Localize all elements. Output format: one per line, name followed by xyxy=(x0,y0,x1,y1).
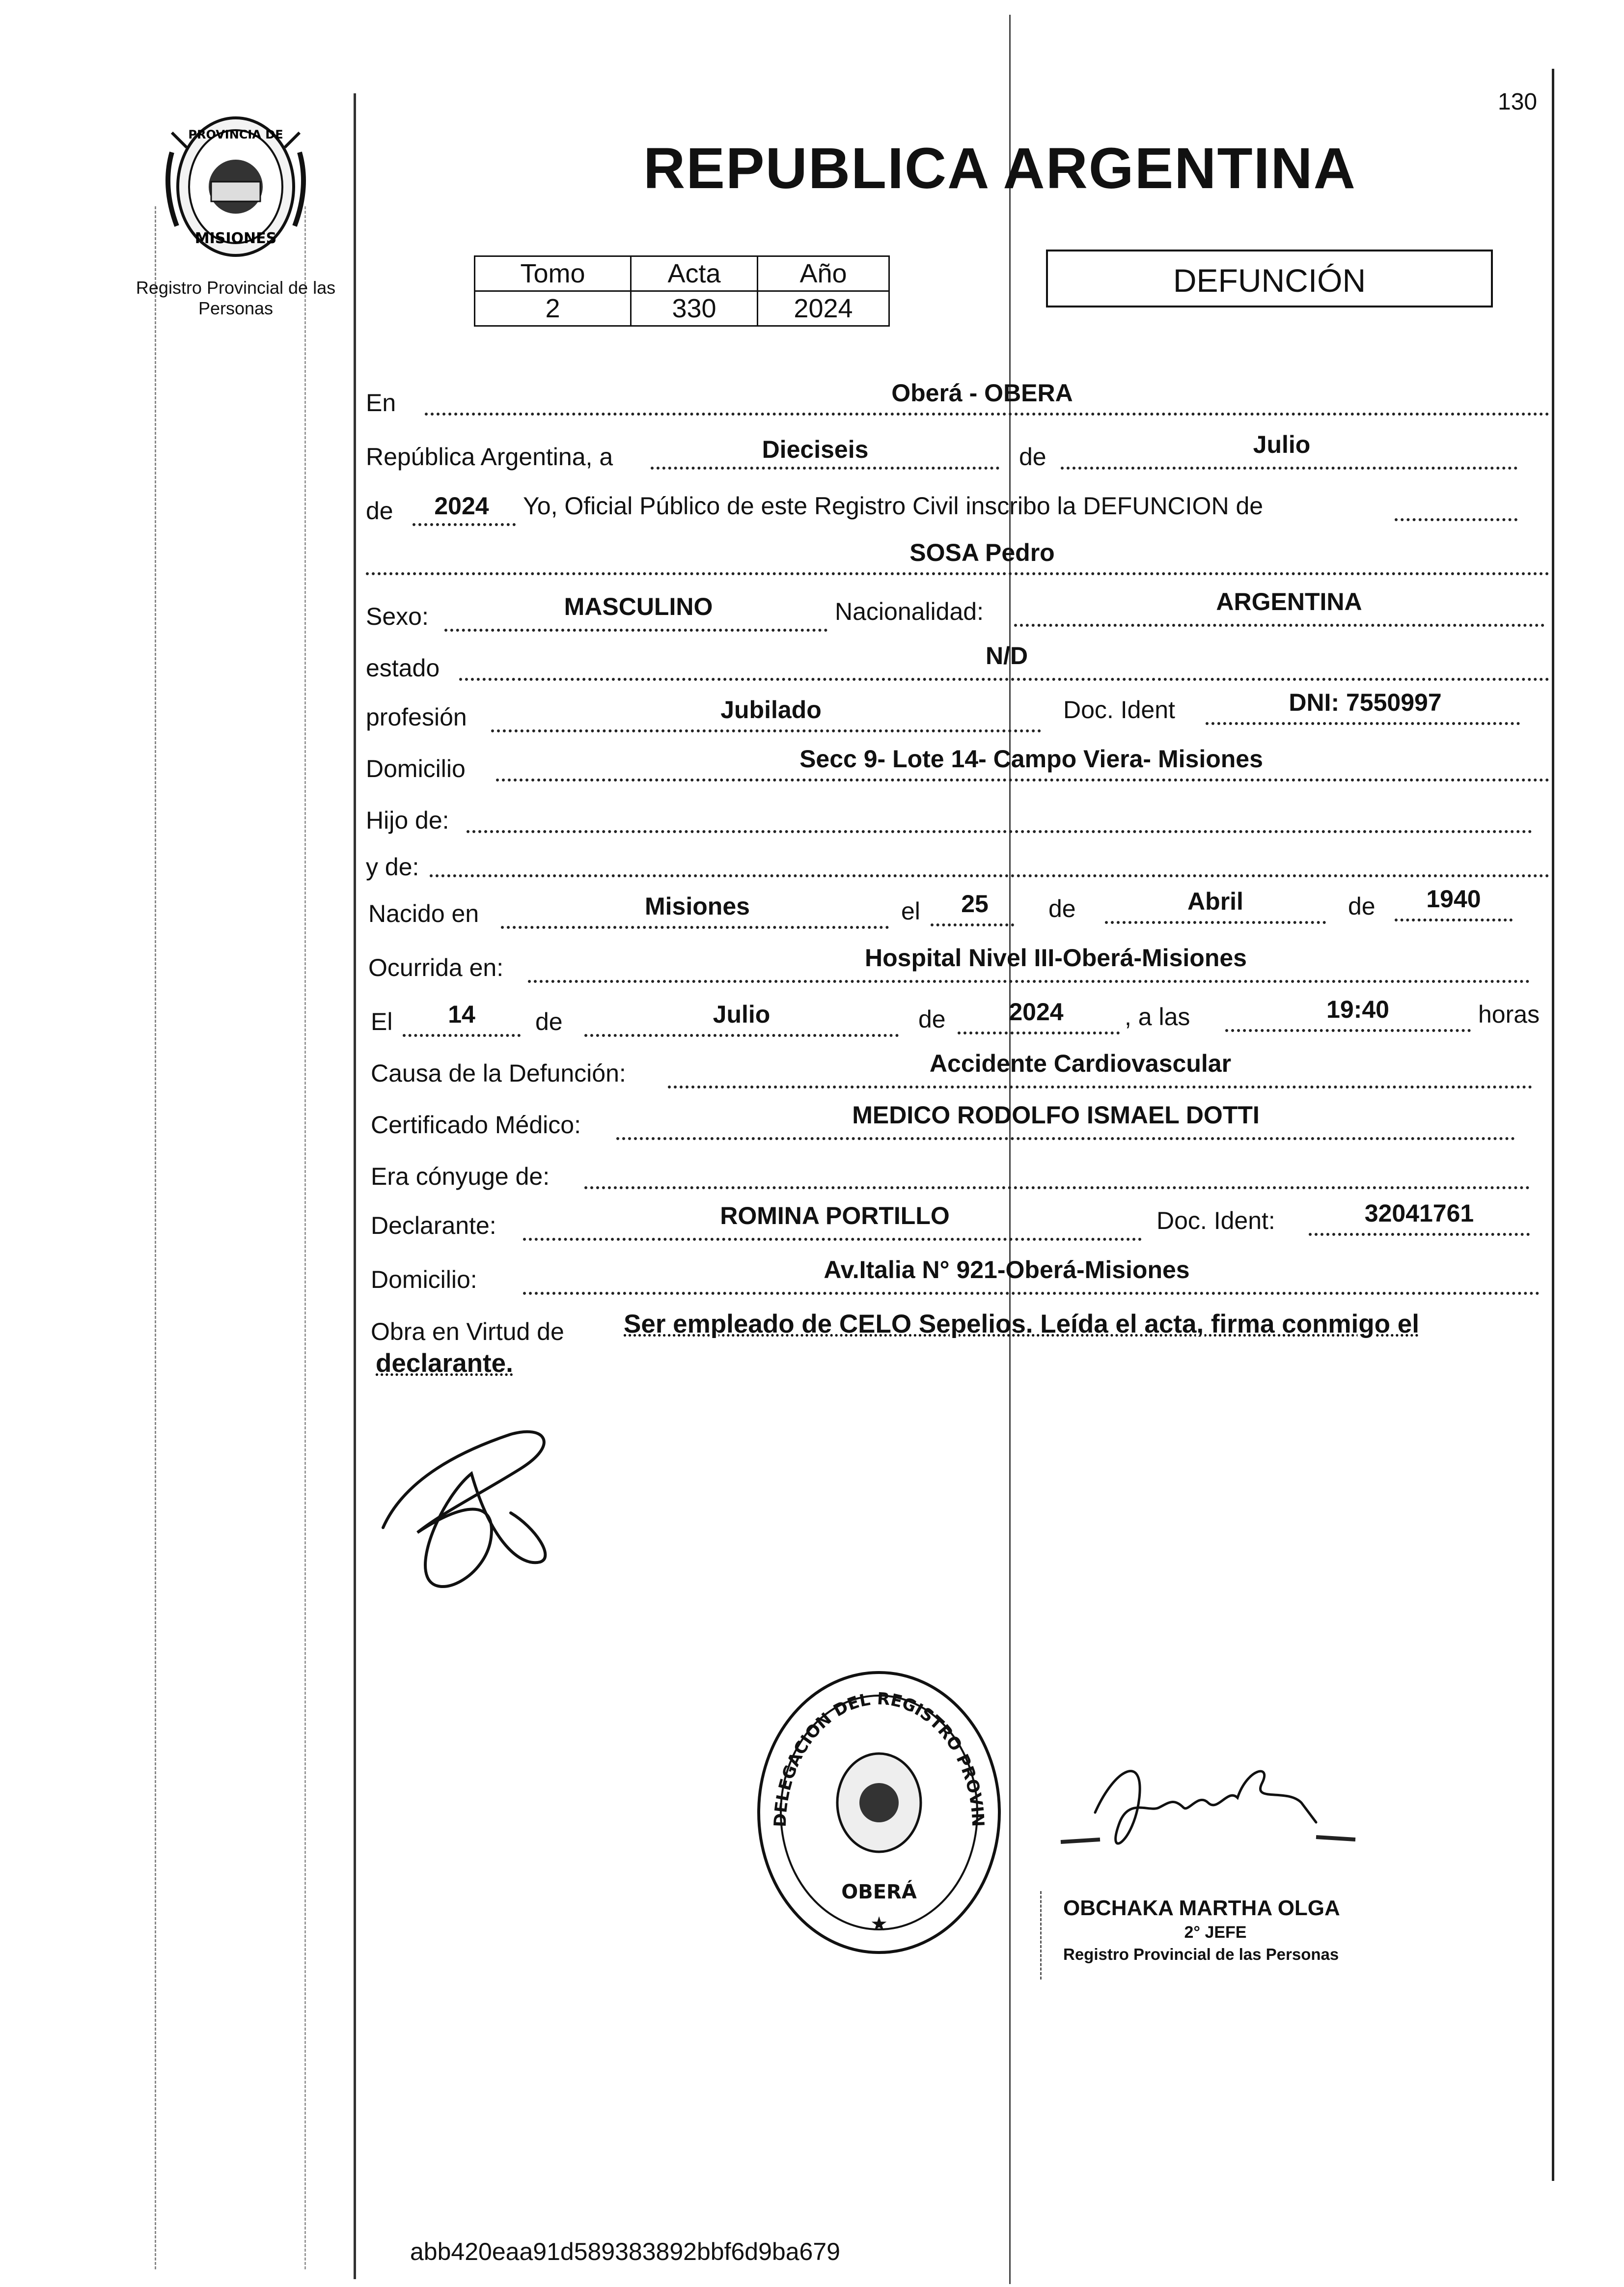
death-time-dots xyxy=(1225,1029,1471,1032)
official-office: Registro Provincial de las Personas xyxy=(1063,1945,1339,1963)
conyuge-label: Era cónyuge de: xyxy=(371,1163,550,1190)
ocurrida-label: Ocurrida en: xyxy=(368,954,504,981)
table-header-tomo: Tomo xyxy=(475,256,631,291)
nacido-dots xyxy=(501,926,889,929)
profesion-label: profesión xyxy=(366,703,467,731)
nacionalidad-label: Nacionalidad: xyxy=(835,598,984,625)
certificado-dots xyxy=(616,1137,1515,1140)
signature-block-line xyxy=(1040,1891,1042,1980)
left-dashed-line-1 xyxy=(155,206,156,2269)
hijo-dots xyxy=(467,830,1532,833)
fold-line xyxy=(1009,15,1011,2284)
day-dots xyxy=(651,467,999,470)
birth-year-value: 1940 xyxy=(1426,885,1481,913)
republica-label: República Argentina, a xyxy=(366,443,613,471)
page-number: 130 xyxy=(1498,89,1538,115)
right-border-line xyxy=(1552,69,1554,2181)
de-label-2: de xyxy=(366,497,393,525)
conyuge-dots xyxy=(584,1186,1530,1189)
death-time-value: 19:40 xyxy=(1326,996,1389,1023)
en-value: Oberá - OBERA xyxy=(891,379,1073,407)
death-year-dots xyxy=(958,1032,1120,1034)
month-value: Julio xyxy=(1253,431,1311,458)
estado-value: N/D xyxy=(985,642,1028,669)
obra-value-line1: Ser empleado de CELO Sepelios. Leída el acta, firma conmigo el xyxy=(624,1310,1419,1339)
svg-text:DELEGACION DEL REGISTRO PROVIN: DELEGACION DEL REGISTRO PROVIN xyxy=(770,1689,988,1828)
declarante-label: Declarante: xyxy=(371,1212,496,1239)
table-value-tomo: 2 xyxy=(475,291,631,326)
birth-year-dots xyxy=(1395,919,1513,921)
province-seal xyxy=(157,113,314,260)
ocurrida-value: Hospital Nivel III-Oberá-Misiones xyxy=(865,944,1247,972)
nacido-label: Nacido en xyxy=(368,900,479,927)
doc2-dots xyxy=(1309,1233,1530,1236)
sexo-dots xyxy=(444,629,827,632)
doc-dots xyxy=(1206,722,1520,725)
alas-label: , a las xyxy=(1125,1003,1190,1031)
estado-dots xyxy=(459,678,1549,681)
de-label-5: de xyxy=(535,1008,563,1035)
stamp-bottom-text: OBERÁ xyxy=(841,1881,917,1903)
en-dots xyxy=(425,413,1549,416)
document-hash: abb420eaa91d589383892bbf6d9ba679 xyxy=(410,2238,840,2265)
domicilio-label: Domicilio xyxy=(366,755,466,782)
page-title: REPUBLICA ARGENTINA xyxy=(643,136,1356,201)
deceased-name: SOSA Pedro xyxy=(909,539,1055,566)
nacionalidad-value: ARGENTINA xyxy=(1216,588,1362,615)
table-value-anio: 2024 xyxy=(758,291,889,326)
de-label-4: de xyxy=(1348,892,1376,920)
causa-value: Accidente Cardiovascular xyxy=(929,1050,1232,1077)
official-role: 2° JEFE xyxy=(1184,1923,1247,1942)
causa-dots xyxy=(668,1086,1532,1088)
year-dots xyxy=(413,523,516,526)
domicilio2-dots xyxy=(523,1292,1540,1295)
birth-month-dots xyxy=(1105,921,1326,924)
ocurrida-dots xyxy=(528,980,1530,983)
month-dots xyxy=(1061,467,1517,470)
registry-name: Registro Provincial de las Personas xyxy=(136,278,336,318)
death-month-value: Julio xyxy=(713,1001,771,1028)
oficial-dots xyxy=(1395,518,1517,521)
de-label-3: de xyxy=(1048,895,1076,922)
profesion-dots xyxy=(491,729,1041,732)
de-label-6: de xyxy=(918,1005,946,1033)
death-month-dots xyxy=(584,1034,899,1037)
certificado-label: Certificado Médico: xyxy=(371,1111,581,1139)
de-label-1: de xyxy=(1019,443,1046,471)
domicilio2-value: Av.Italia N° 921-Oberá-Misiones xyxy=(824,1256,1190,1283)
sexo-value: MASCULINO xyxy=(564,593,713,620)
birth-day-dots xyxy=(931,923,1014,926)
record-table xyxy=(474,255,890,327)
oficial-text: Yo, Oficial Público de este Registro Civil inscribo la DEFUNCION de xyxy=(523,492,1264,520)
official-signature xyxy=(1041,1739,1385,1886)
name-dots xyxy=(366,572,1549,575)
year-value: 2024 xyxy=(434,492,489,520)
obra-value-line2: declarante. xyxy=(376,1349,513,1378)
declarante-value: ROMINA PORTILLO xyxy=(720,1202,950,1229)
nacionalidad-dots xyxy=(1014,624,1544,627)
estado-label: estado xyxy=(366,654,440,682)
delegation-stamp xyxy=(751,1665,1007,1960)
hijo-label: Hijo de: xyxy=(366,807,449,834)
death-day-value: 14 xyxy=(448,1001,475,1028)
obra-label: Obra en Virtud de xyxy=(371,1318,564,1345)
horas-label: horas xyxy=(1478,1001,1540,1028)
causa-label: Causa de la Defunción: xyxy=(371,1060,626,1087)
death-day-dots xyxy=(403,1034,521,1037)
death-year-value: 2024 xyxy=(1009,998,1064,1026)
domicilio-dots xyxy=(496,779,1549,781)
doc-label: Doc. Ident xyxy=(1063,696,1175,724)
certificado-value: MEDICO RODOLFO ISMAEL DOTTI xyxy=(852,1101,1260,1129)
seal-text-bottom: MISIONES xyxy=(194,230,277,247)
doc2-label: Doc. Ident: xyxy=(1156,1207,1275,1234)
declarante-dots xyxy=(523,1238,1142,1241)
yde-label: y de: xyxy=(366,853,419,881)
el2-label: El xyxy=(371,1008,393,1035)
birth-month-value: Abril xyxy=(1187,888,1243,915)
table-header-acta: Acta xyxy=(631,256,758,291)
domicilio2-label: Domicilio: xyxy=(371,1266,477,1293)
star-icon: ★ xyxy=(870,1913,888,1935)
profesion-value: Jubilado xyxy=(720,696,822,724)
record-type-box: DEFUNCIÓN xyxy=(1046,250,1493,307)
declarant-signature xyxy=(373,1415,599,1621)
seal-text-top: PROVINCIA DE xyxy=(188,128,283,141)
birth-day-value: 25 xyxy=(961,890,989,918)
left-dashed-line-2 xyxy=(304,206,306,2269)
official-name: OBCHAKA MARTHA OLGA xyxy=(1063,1896,1340,1920)
en-label: En xyxy=(366,389,396,417)
day-value: Dieciseis xyxy=(762,436,869,463)
doc2-value: 32041761 xyxy=(1364,1199,1474,1227)
el-label: el xyxy=(901,897,920,925)
left-margin-line xyxy=(354,93,356,2279)
nacido-value: Misiones xyxy=(645,892,750,920)
yde-dots xyxy=(430,874,1549,877)
domicilio-value: Secc 9- Lote 14- Campo Viera- Misiones xyxy=(799,745,1263,773)
table-header-anio: Año xyxy=(758,256,889,291)
sexo-label: Sexo: xyxy=(366,603,429,630)
doc-value: DNI: 7550997 xyxy=(1289,689,1442,716)
table-value-acta: 330 xyxy=(631,291,758,326)
